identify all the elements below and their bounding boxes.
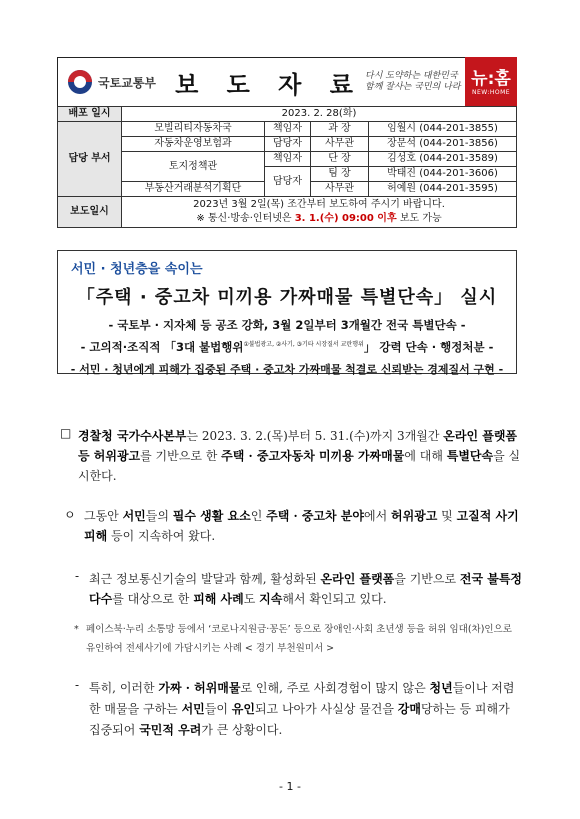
dept2-division: 부동산거래분석기획단 [122,182,265,197]
paragraph-2-marker: ㅇ [64,508,76,522]
headline-box [57,250,517,374]
slogan-line-2: 함께 잘사는 국민의 나라 [365,82,461,92]
body-text: 는 2023. 3. 2.(목)부터 5. 31.(수)까지 3개월간 [186,429,444,443]
paragraph-4 [89,678,524,741]
paragraph-1 [78,426,523,486]
government-slogan [365,71,461,93]
online-embargo-line [125,212,513,226]
role-chief: 책임자 [265,122,311,137]
ministry-name: 국토교통부 [98,75,156,90]
body-text: 을 기반으로 [394,572,460,586]
distribution-date: 2023. 2. 28(화) [122,107,517,122]
department-label: 담당 부서 [58,122,122,197]
emphasized-text: 주택 · 중고자동차 미끼용 가짜매물 [221,449,405,463]
page-number: - 1 - [279,780,301,793]
body-text: 에 대해 [404,449,447,463]
contact3-position: 단 장 [311,152,369,167]
contact4-name: 박태진 (044-201-3606) [369,167,517,182]
online-embargo-time: 3. 1.(수) 09:00 이후 [294,213,397,224]
emphasized-text: 서민 [181,702,205,716]
body-text: 에서 [363,509,391,523]
dept1-division: 자동차운영보험과 [122,137,265,152]
body-text: 로 인해, 주로 사회경험이 많지 않은 [240,681,430,695]
emphasized-text: 유인 [231,702,255,716]
emphasized-text: 온라인 플랫폼 등 허위광고 [78,429,518,463]
document-title: 보 도 자 료 [175,69,363,99]
footnote-text: 페이스북·누리 소통망 등에서 ‘코로나지원금·꽁돈’ 등으로 장애인·사회 초년생 등을 허위 임대(차)인으로 유인하여 전세사기에 가담시키는 사례 < 경기 부천원미서 > [86,624,512,654]
body-text: 가 큰 상황이다. [201,723,283,737]
body-text: 도 [243,592,260,606]
body-text: 들이 [204,702,232,716]
contact5-name: 허예원 (044-201-3595) [369,182,517,197]
paragraph-1-marker: □ [60,426,72,440]
headline-summary-3: - 서민 · 청년에게 피해가 집중된 주택 · 중고차 가짜매물 척결로 신뢰받는 경제질서 구현 - [70,363,504,376]
contact1-position: 과 장 [311,122,369,137]
body-text: 특히, 이러한 [89,681,159,695]
body-text: 해서 확인되고 있다. [282,592,387,606]
brand-subtext: NEW:HOME [471,88,511,96]
dept1-bureau: 모빌리티자동차국 [122,122,265,137]
paragraph-2 [84,506,524,546]
headline-summary-2 [58,339,516,355]
emphasized-text: 피해 사례 [193,592,244,606]
brand-text: 뉴:홈 [471,68,511,89]
newhome-brand-logo [465,57,517,107]
headline-summary-1: - 국토부 · 지자체 등 공조 강화, 3월 2일부터 3개월간 전국 특별단속 - [108,318,466,332]
online-embargo-prefix: ※ 통신·방송·인터넷은 [196,213,295,224]
contact2-position: 사무관 [311,137,369,152]
slogan-line-1: 다시 도약하는 대한민국 [365,71,458,81]
emphasized-text: 허위광고 [390,509,438,523]
body-text: 및 [437,509,457,523]
body-text: 되고 나아가 사실상 물건을 [254,702,398,716]
emphasized-text: 지속 [259,592,283,606]
emphasized-text: 국민적 우려 [139,723,202,737]
body-text: 들의 [145,509,173,523]
body-text: 당하는 등 피해가 집중되어 [89,702,510,737]
summary2-superscript: ①불법광고, ②사기, ③기타 시장질서 교란행위 [243,341,364,349]
emphasized-text: 특별단속 [446,449,494,463]
footnote-marker: * [74,624,79,635]
role-staff: 담당자 [265,167,311,197]
role-staff: 담당자 [265,137,311,152]
emphasized-text: 강매 [397,702,421,716]
headline-subtitle: 서민 · 청년층을 속이는 [71,262,203,277]
contact3-name: 김성호 (044-201-3589) [369,152,517,167]
report-time-label: 보도일시 [58,197,122,228]
contact4-position: 팀 장 [311,167,369,182]
report-time-notice [122,197,517,228]
contact5-position: 사무관 [311,182,369,197]
press-release-header [57,57,517,107]
paragraph-3 [89,569,524,609]
body-text: 최근 정보통신기술의 발달과 함께, 활성화된 [89,572,321,586]
headline-main-title: 「주택 · 중고차 미끼용 가짜매물 특별단속」 실시 [76,287,498,308]
body-text: 을 실시한다. [78,449,521,483]
paragraph-4-marker: - [75,678,80,692]
taegeuk-emblem-icon [68,70,92,94]
body-text: 인 [250,509,267,523]
emphasized-text: 필수 생활 요소 [172,509,251,523]
emphasized-text: 온라인 플랫폼 [320,572,395,586]
body-text: 를 기반으로 한 [140,449,222,463]
release-info-table [57,106,517,228]
emphasized-text: 주택 · 중고차 분야 [266,509,364,523]
emphasized-text: 가짜 · 허위매물 [158,681,241,695]
role-chief: 책임자 [265,152,311,167]
emphasized-text: 고질적 사기 피해 [84,509,519,543]
contact1-name: 임월시 (044-201-3855) [369,122,517,137]
contact2-name: 장문석 (044-201-3856) [369,137,517,152]
body-text: 를 대상으로 한 [112,592,194,606]
body-text: 등이 지속하여 왔다. [107,529,216,543]
dept2-bureau: 토지정책관 [122,152,265,182]
emphasized-text: 전국 불특정 다수 [89,572,523,606]
online-embargo-suffix: 보도 가능 [396,213,442,224]
summary2-prefix: - 고의적·조직적 「3대 불법행위 [80,340,244,354]
body-text: 그동안 [84,509,123,523]
ministry-logo [68,70,173,94]
emphasized-text: 청년 [429,681,453,695]
embargo-line: 2023년 3월 2일(목) 조간부터 보도하여 주시기 바랍니다. [193,199,445,210]
body-text: 들이나 저렴한 매물을 구하는 [89,681,515,716]
emphasized-text: 경찰청 국가수사본부 [78,429,187,443]
emphasized-text: 서민 [122,509,146,523]
summary2-suffix: 」 강력 단속 · 행정처분 - [363,340,494,354]
distribution-label: 배포 일시 [58,107,122,122]
paragraph-3-marker: - [75,569,80,583]
